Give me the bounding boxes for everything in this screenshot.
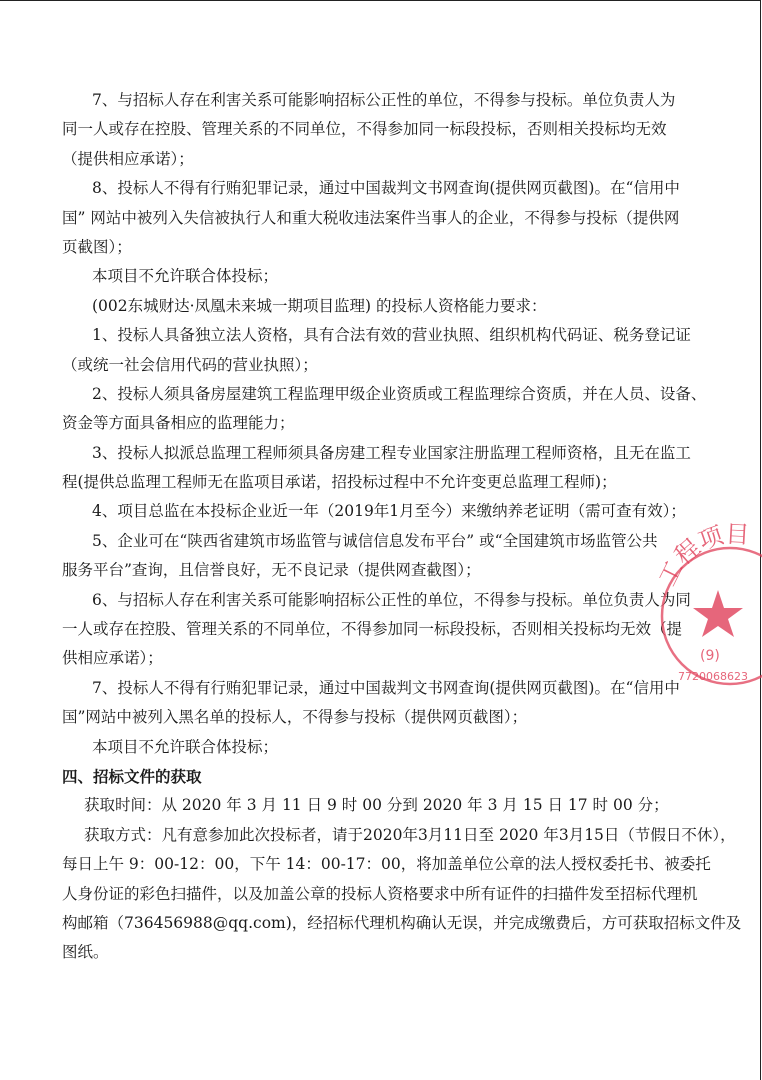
paragraph-line: 2、投标人须具备房屋建筑工程监理甲级企业资质或工程监理综合资质，并在人员、设备、 [92, 384, 707, 403]
paragraph-line: (002东城财达·凤凰未来城一期项目监理) 的投标人资格能力要求： [92, 296, 547, 315]
paragraph-line: 3、投标人拟派总监理工程师须具备房建工程专业国家注册监理工程师资格，且无在监工 [92, 443, 691, 462]
paragraph-line: 国” 网站中被列入失信被执行人和重大税收违法案件当事人的企业，不得参与投标（提供网 [62, 208, 680, 227]
paragraph-line: 4、项目总监在本投标企业近一年（2019年1月至今）来缴纳养老证明（需可查有效）； [92, 502, 686, 521]
paragraph-line: 6、与招标人存在利害关系可能影响招标公正性的单位，不得参与投标。单位负责人为同 [92, 590, 691, 609]
seal-arc-text: 工程项目 [653, 519, 751, 591]
paragraph-line: 1、投标人具备独立法人资格，具有合法有效的营业执照、组织机构代码证、税务登记证 [92, 326, 691, 345]
acquisition-time: 获取时间：从 2020 年 3 月 11 日 9 时 00 分到 2020 年 3 月 15 日 17 时 00 分； [84, 796, 669, 815]
paragraph-line: 资金等方面具备相应的监理能力； [62, 414, 295, 433]
paragraph-line: 7、与招标人存在利害关系可能影响招标公正性的单位，不得参与投标。单位负责人为 [92, 91, 676, 109]
acquisition-method-line: 每日上午 9：00-12：00，下午 14：00-17：00，将加盖单位公章的法人授权委托书、被委托 [62, 855, 711, 874]
section-heading: 四、招标文件的获取 [62, 766, 202, 786]
company-seal-stamp [653, 519, 762, 688]
paragraph-line: 本项目不允许联合体投标； [92, 737, 279, 756]
seal-number: (9) [700, 648, 720, 664]
paragraph-line: （或统一社会信用代码的营业执照）； [62, 355, 318, 374]
star-icon [693, 590, 743, 637]
paragraph-line: 页截图）； [62, 237, 132, 256]
paragraph-line: （提供相应承诺）； [62, 149, 194, 168]
acquisition-method-line: 构邮箱（736456988@qq.com)，经招标代理机构确认无误，并完成缴费后，方可获取招标文件及 [62, 913, 742, 932]
paragraph-line: 服务平台”查询，且信誉良好，无不良记录（提供网查截图）； [62, 561, 481, 580]
paragraph-line: 7、投标人不得有行贿犯罪记录，通过中国裁判文书网查询(提供网页截图)。在“信用中 [92, 678, 680, 697]
paragraph-line: 5、企业可在“陕西省建筑市场监管与诚信信息发布平台” 或“全国建筑市场监管公共 [92, 531, 658, 550]
paragraph-line: 供相应承诺）； [62, 649, 163, 668]
acquisition-method-line: 人身份证的彩色扫描件，以及加盖公章的投标人资格要求中所有证件的扫描件发至招标代理机 [62, 884, 698, 903]
paragraph-line: 一人或存在控股、管理关系的不同单位，不得参加同一标段投标，否则相关投标均无效（提 [62, 620, 683, 639]
acquisition-method-line: 获取方式：凡有意参加此次投标者，请于2020年3月11日至 2020 年3月15日（节假日不休）， [84, 825, 736, 844]
paragraph-line: 程(提供总监理工程师无在监项目承诺，招投标过程中不允许变更总监理工程师)； [62, 473, 617, 492]
paragraph-line: 8、投标人不得有行贿犯罪记录，通过中国裁判文书网查询(提供网页截图)。在“信用中 [92, 179, 680, 198]
seal-code: 7720068623 [678, 670, 748, 683]
paragraph-line: 同一人或存在控股、管理关系的不同单位，不得参加同一标段投标，否则相关投标均无效 [62, 120, 667, 139]
acquisition-method-line: 图纸。 [62, 943, 109, 962]
paragraph-line: 本项目不允许联合体投标； [92, 267, 279, 286]
paragraph-line: 国”网站中被列入黑名单的投标人，不得参与投标（提供网页截图）； [62, 708, 528, 727]
